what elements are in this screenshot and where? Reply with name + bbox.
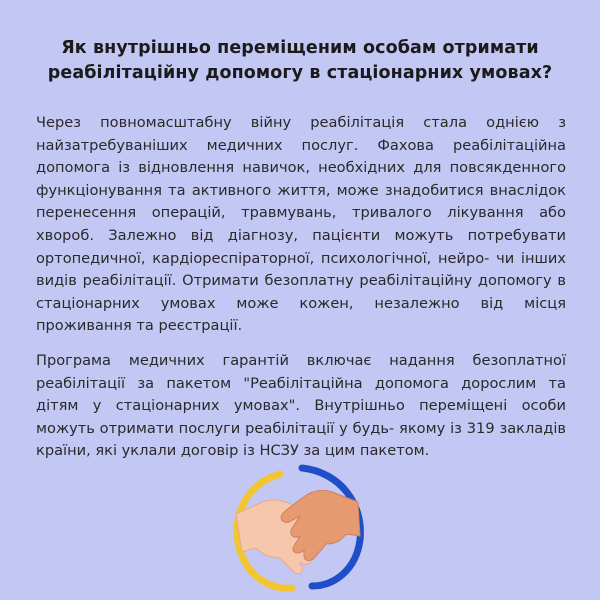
handshake-icon xyxy=(222,462,372,592)
paragraph-program: Програма медичних гарантій включає надання безоплатної реабілітації за пакетом "Реабілітаційна допомога дорослим та дітям у стаціонарних умовах". Внутрішньо переміщені особи можуть отримати послуги реабілітації у будь- якому із 319 закладів країни, які уклали договір із НСЗУ за цим пакетом. xyxy=(36,352,566,460)
page-title: Як внутрішньо переміщеним особам отримати реабілітаційну допомогу в стаціонарних умовах? xyxy=(47,38,553,83)
paragraph-intro: Через повномасштабну війну реабілітація стала однією з найзатребуваніших медичних послуг. Фахова реабілітаційна допомога із відновлення навичок, необхідних для повсякденного функціонування та активного життя, може знадобитися внаслідок перенесення операцій, травмувань, тривалого лікування або хвороб. Залежно від діагнозу, пацієнти можуть потребувати ортопедичної, кардіореспіраторної, психологічної, нейро- чи інших видів реабілітації. Отримати безоплатну реабілітаційну допомогу в стаціонарних умовах може кожен, незалежно від місця проживання та реєстрації. xyxy=(36,114,566,335)
